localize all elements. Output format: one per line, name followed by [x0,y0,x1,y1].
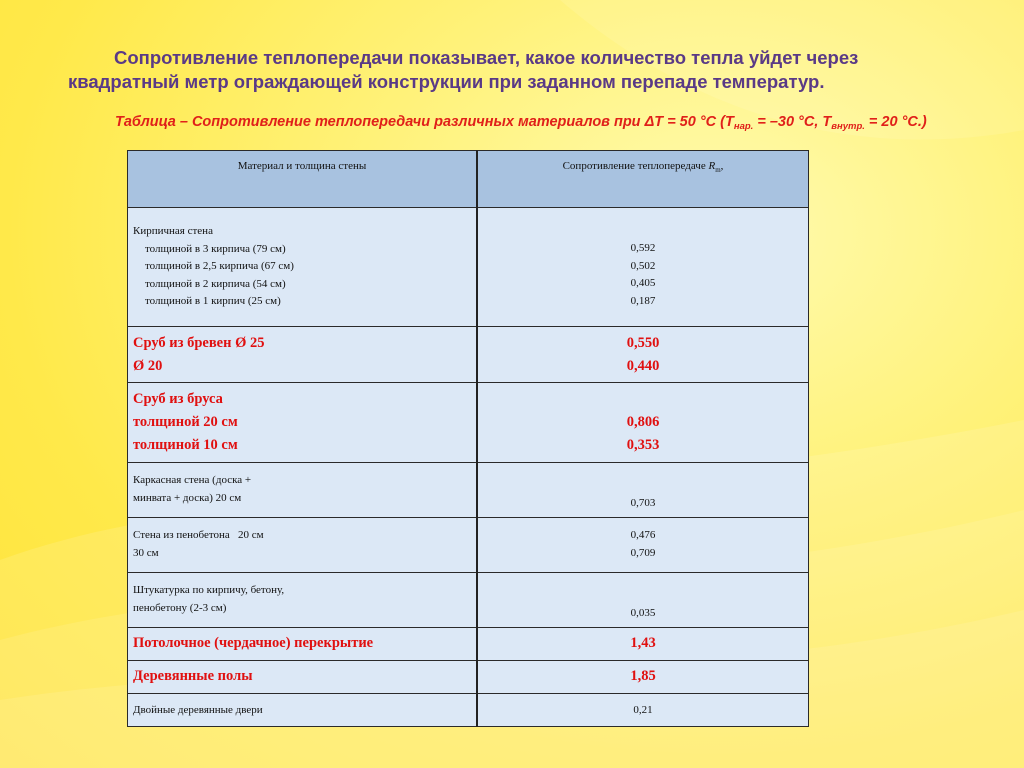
beam-line: толщиной 10 см [133,437,238,453]
frame-material-cell [128,463,478,518]
plaster-line: Штукатурка по кирпичу, бетону, [133,584,285,596]
intro-line-1: Сопротивление теплопередачи показывает, какое количество тепла уйдет через [114,47,859,68]
caption-sub-outside: нар. [733,121,754,132]
foam-line: Стена из пенобетона 20 см [133,529,264,541]
table-row-plaster [128,573,809,628]
logs-value-cell [477,327,809,383]
brick-item: толщиной в 2,5 кирпича (67 см) [145,260,294,272]
doors-value: 0,21 [477,694,809,727]
plaster-value: 0,035 [630,607,656,619]
brick-title: Кирпичная стена [133,225,213,237]
foam-value: 0,709 [630,546,656,559]
brick-value: 0,187 [630,294,656,307]
header-resistance-sub: m [715,166,721,175]
table-row-logs [128,327,809,383]
foam-value-cell [477,518,809,573]
materials-table [127,150,809,727]
frame-value-cell [477,463,809,518]
table-row-beam [128,383,809,463]
plaster-value-cell [477,573,809,628]
brick-item: толщиной в 1 кирпич (25 см) [145,295,281,307]
table-row-frame [128,463,809,518]
frame-value: 0,703 [630,497,656,509]
intro-text [68,46,948,94]
caption-suffix: = 20 °C.) [864,114,927,130]
logs-value: 0,550 [626,335,660,351]
logs-line: Ø 20 [133,358,163,374]
brick-value-cell [477,208,809,327]
logs-value: 0,440 [626,358,660,374]
beam-value: 0,806 [626,414,660,430]
floors-label: Деревянные полы [128,661,478,694]
foam-line: 30 см [133,546,159,559]
beam-line: толщиной 20 см [133,414,238,430]
header-resistance-suffix: , [720,160,724,172]
beam-line: Сруб из бруса [133,391,223,407]
header-resistance-text: Сопротивление теплопередаче [562,160,709,172]
frame-line: Каркасная стена (доска + [133,474,252,486]
beam-value-cell [477,383,809,463]
brick-value: 0,405 [630,277,656,289]
table-row-floors [128,661,809,694]
plaster-material-cell [128,573,478,628]
floors-value: 1,85 [477,661,809,694]
table-row-ceiling [128,628,809,661]
caption-sub-inside: внутр. [831,121,865,132]
brick-value: 0,592 [630,242,656,254]
header-resistance [477,151,809,208]
brick-item: толщиной в 3 кирпича (79 см) [145,242,286,255]
brick-material-cell [128,208,478,327]
brick-value: 0,502 [630,259,656,272]
logs-material-cell [128,327,478,383]
caption-mid: = –30 °C, T [753,114,832,130]
intro-line-2: квадратный метр ограждающей конструкции при заданном перепаде температур. [68,71,825,92]
table-row-brick [128,208,809,327]
table-header-row [128,151,809,208]
brick-item: толщиной в 2 кирпича (54 см) [145,277,286,290]
logs-line: Сруб из бревен Ø 25 [133,335,265,351]
foam-value: 0,476 [630,529,656,541]
ceiling-label: Потолочное (чердачное) перекрытие [128,628,478,661]
plaster-line: пенобетону (2-3 см) [133,601,227,614]
frame-line: минвата + доска) 20 см [133,491,242,504]
header-resistance-symbol: R [708,160,716,172]
ceiling-value: 1,43 [477,628,809,661]
beam-material-cell [128,383,478,463]
foam-material-cell [128,518,478,573]
caption-prefix: Таблица – Сопротивление теплопередачи различных материалов при ΔT = 50 °C (T [115,114,734,130]
table-caption [115,114,995,132]
table-row-foam [128,518,809,573]
header-material: Материал и толщина стены [128,151,478,208]
table-row-doors [128,694,809,727]
doors-label: Двойные деревянные двери [128,694,478,727]
beam-value: 0,353 [626,437,660,453]
